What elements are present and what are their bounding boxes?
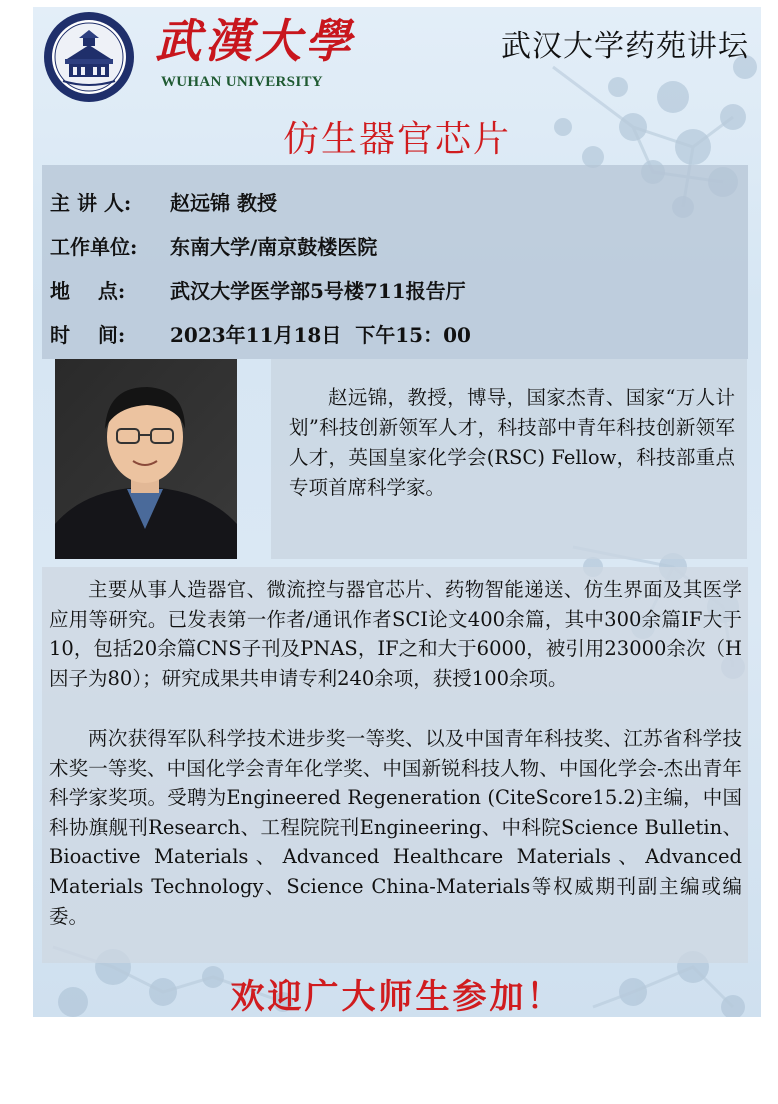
info-label: 工作单位: [50,235,138,259]
lecture-info-panel [42,165,748,359]
info-value: 赵远锦 教授 [170,191,277,215]
speaker-bio-panel [271,359,747,559]
research-panel [42,567,748,963]
wordmark-cn: 武漢大學 [155,14,355,68]
wuhan-university-seal-icon [43,11,135,103]
wordmark-en: WUHAN UNIVERSITY [161,74,323,90]
info-value: 东南大学/南京鼓楼医院 [170,235,378,259]
poster [33,7,761,1017]
research-paragraph: 主要从事人造器官、微流控与器官芯片、药物智能递送、仿生界面及其医学应用等研究。已发表第一作者/通讯作者SCI论文400余篇，其中300余篇IF大于10，包括20余篇CNS子刊及PNAS，IF之和大于6000，被引用23000余次（H 因子为80）；研究成果共申请专利240余项，获授100余项。 [49,578,742,690]
lecture-topic: 仿生器官芯片 [282,119,511,160]
speaker-photo [55,359,237,559]
speaker-bio: 赵远锦，教授，博导，国家杰青、国家“万人计划”科技创新领军人才，科技部中青年科技创新领军人才，英国皇家化学会(RSC) Fellow，科技部重点专项首席科学家。 [289,386,735,499]
awards-paragraph: 两次获得军队科学技术进步奖一等奖、以及中国青年科技奖、江苏省科学技术奖一等奖、中国化学会青年化学奖、中国新锐科技人物、中国化学会-杰出青年科学家奖项。受聘为Engineered Regeneration (CiteScore15.2)主编，中国科协旗舰刊Research、工程院院刊Engineering、中科院Science Bulletin、Bioactive Materials、Advanced Healthcare Materials、Advanced Materials Technology、Science China-Materials等权威期刊副主编或编委。 [49,727,742,928]
info-label: 地 点: [50,279,126,303]
info-value: 武汉大学医学部5号楼711报告厅 [170,279,466,303]
info-label: 时 间: [50,323,126,347]
info-row-affiliation [50,231,377,260]
info-row-location [50,275,466,304]
info-value: 2023年11月18日 下午15：00 [170,323,471,347]
welcome-message: 欢迎广大师生参加！ [230,977,564,1017]
info-row-speaker [50,187,277,216]
info-row-time [50,319,471,348]
info-label: 主 讲 人: [50,191,132,215]
forum-title: 武汉大学药苑讲坛 [501,29,749,64]
